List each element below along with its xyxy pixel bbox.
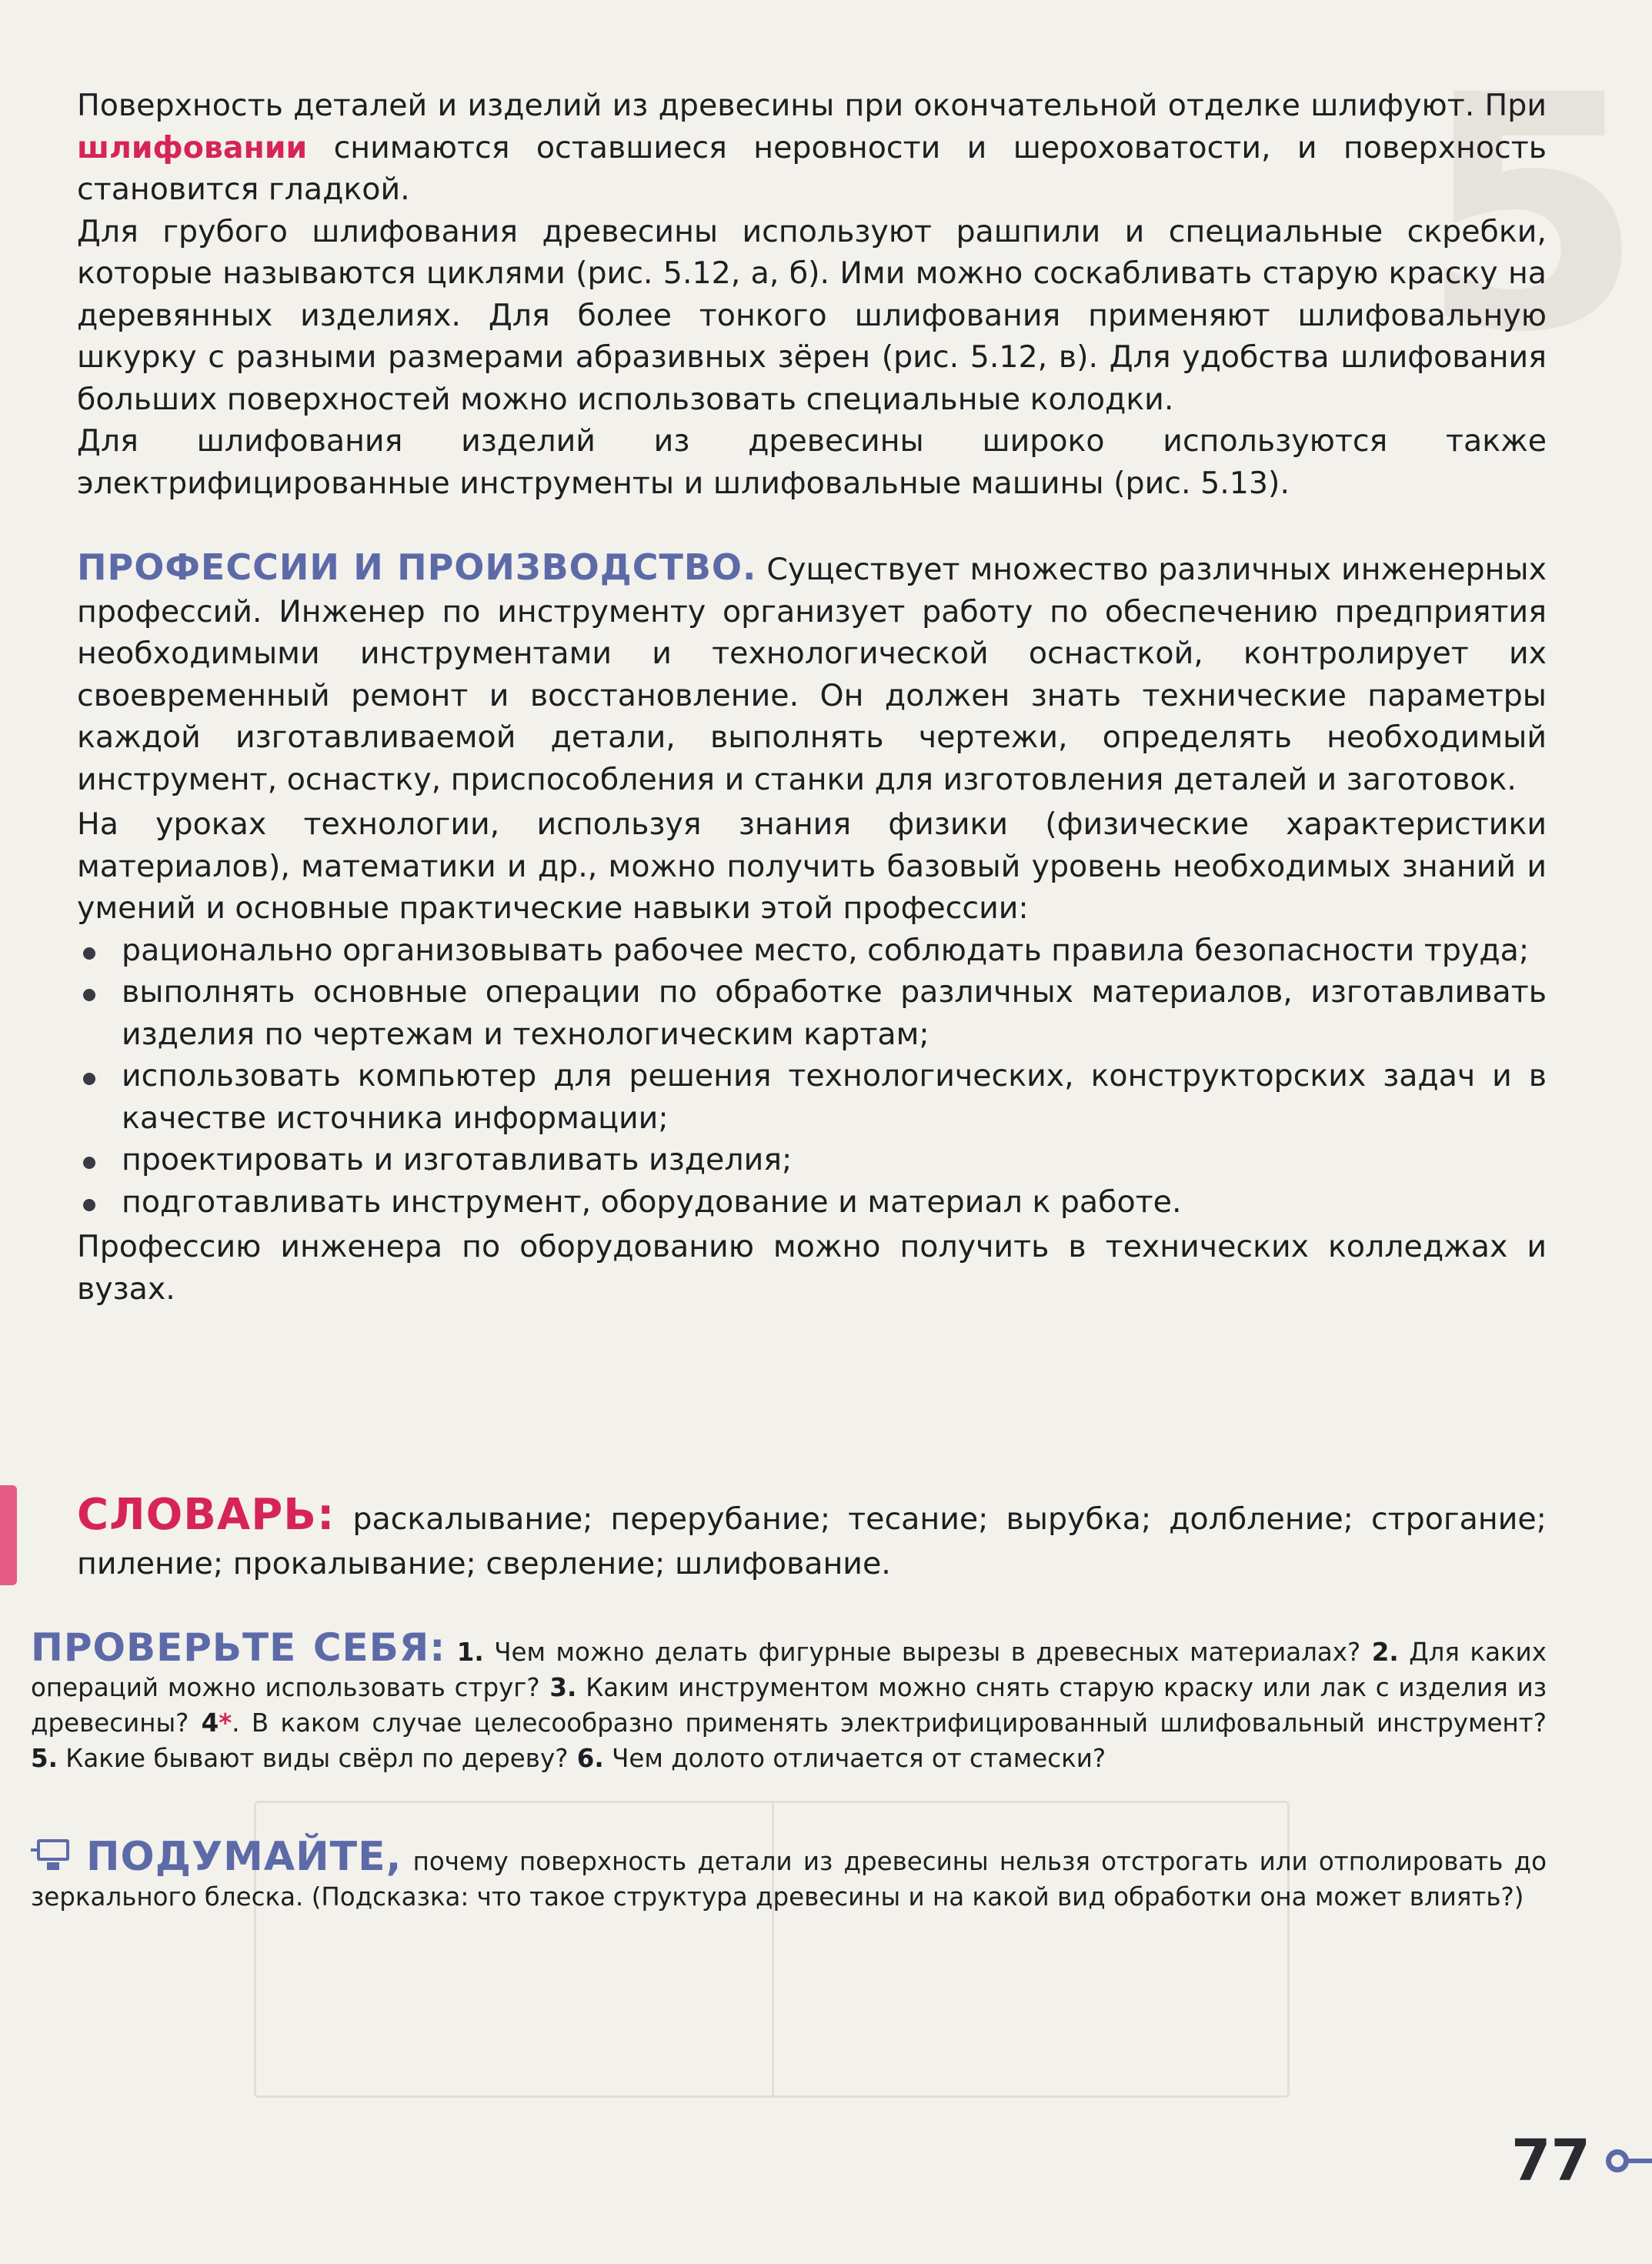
- think-heading: ПОДУМАЙТЕ,: [86, 1834, 402, 1880]
- check-yourself-heading: ПРОВЕРЬТЕ СЕБЯ:: [31, 1625, 446, 1670]
- vocabulary-section: [77, 1490, 1547, 1586]
- professions-paragraph: ПРОФЕССИИ И ПРОИЗВОДСТВО. Существует множество различных инженерных профессий. Инженер по инструменту организует работу по обеспечению предприятия необходимыми инструментами и технологической оснасткой, контролирует их своевременный ремонт и восстановление. Он должен знать технические параметры каждой изготавливаемой детали, выполнять чертежи, определять необходимый инструмент, оснастку, приспособления и станки для изготовления деталей и заготовок.: [77, 546, 1547, 797]
- page-number-line: [1627, 2159, 1652, 2163]
- bullet-icon: [83, 1073, 95, 1085]
- paragraph-polishing-intro: Поверхность деталей и изделий из древесины при окончательной отделке шлифуют. При шлифовании снимаются оставшиеся неровности и шероховатости, и поверхность становится гладкой.: [77, 88, 1547, 207]
- list-item: выполнять основные операции по обработке различных материалов, изготавливать изделия по чертежам и технологическим картам;: [77, 971, 1547, 1055]
- bleed-through-chapter-number: 5: [1419, 27, 1644, 403]
- advanced-question-star: *: [219, 1708, 232, 1738]
- professions-heading: ПРОФЕССИИ И ПРОИЗВОДСТВО.: [77, 546, 757, 588]
- bullet-icon: [83, 1199, 95, 1211]
- skills-list: [77, 930, 1547, 1224]
- page-number: 77: [1511, 2128, 1590, 2194]
- list-item: рационально организовывать рабочее место, соблюдать правила безопасности труда;: [77, 930, 1547, 972]
- paragraph-coarse-polishing: Для грубого шлифования древесины используют рашпили и специальные скребки, которые называются циклями (рис. 5.12, а, б). Ими можно соскабливать старую краску на деревянных изделиях. Для более тонкого шлифования применяют шлифовальную шкурку с разными размерами абразивных зёрен (рис. 5.12, в). Для удобства шлифования больших поверхностей можно использовать специальные колодки.: [77, 213, 1547, 417]
- paragraph-electric-tools: Для шлифования изделий из древесины широко используются также электрифицированные инструменты и шлифовальные машины (рис. 5.13).: [77, 423, 1547, 501]
- bullet-icon: [83, 947, 95, 960]
- computer-monitor-icon: [31, 1839, 75, 1873]
- professions-intro: На уроках технологии, используя знания физики (физические характеристики материалов), математики и др., можно получить базовый уровень необходимых знаний и умений и основные практические навыки этой профессии:: [77, 806, 1547, 926]
- vocabulary-terms: раскалывание; перерубание; тесание; вырубка; долбление; строгание; пиление; прокалывание; сверление; шлифование.: [77, 1501, 1547, 1581]
- body-text: [77, 85, 1547, 504]
- page-number-ring-icon: [1606, 2149, 1629, 2172]
- list-item: подготавливать инструмент, оборудование и материал к работе.: [77, 1181, 1547, 1224]
- think-section: ПОДУМАЙТЕ, почему поверхность детали из древесины нельзя отстрогать или отполировать до зеркального блеска. (Подсказка: что такое структура древесины и на какой вид обработки она может влиять?): [31, 1834, 1547, 1912]
- highlighted-term: шлифовании: [77, 129, 308, 165]
- vocabulary-heading: СЛОВАРЬ:: [77, 1490, 335, 1540]
- bullet-icon: [83, 989, 95, 1001]
- bullet-icon: [83, 1157, 95, 1169]
- list-item: проектировать и изготавливать изделия;: [77, 1139, 1547, 1181]
- page-edge-tab: [0, 1485, 17, 1585]
- professions-closing: Профессию инженера по оборудованию можно получить в технических колледжах и вузах.: [77, 1229, 1547, 1307]
- check-yourself-section: ПРОВЕРЬТЕ СЕБЯ: 1. Чем можно делать фигурные вырезы в древесных материалах? 2. Для каких операций можно использовать струг? 3. Каким инструментом можно снять старую краску или лак с изделия из древесины? 4*. В каком случае целесообразно применять электрифицированный шлифовальный инструмент? 5. Какие бывают виды свёрл по дереву? 6. Чем долото отличается от стамески?: [31, 1625, 1547, 1773]
- list-item: использовать компьютер для решения технологических, конструкторских задач и в качестве источника информации;: [77, 1055, 1547, 1139]
- professions-section: [77, 546, 1547, 1310]
